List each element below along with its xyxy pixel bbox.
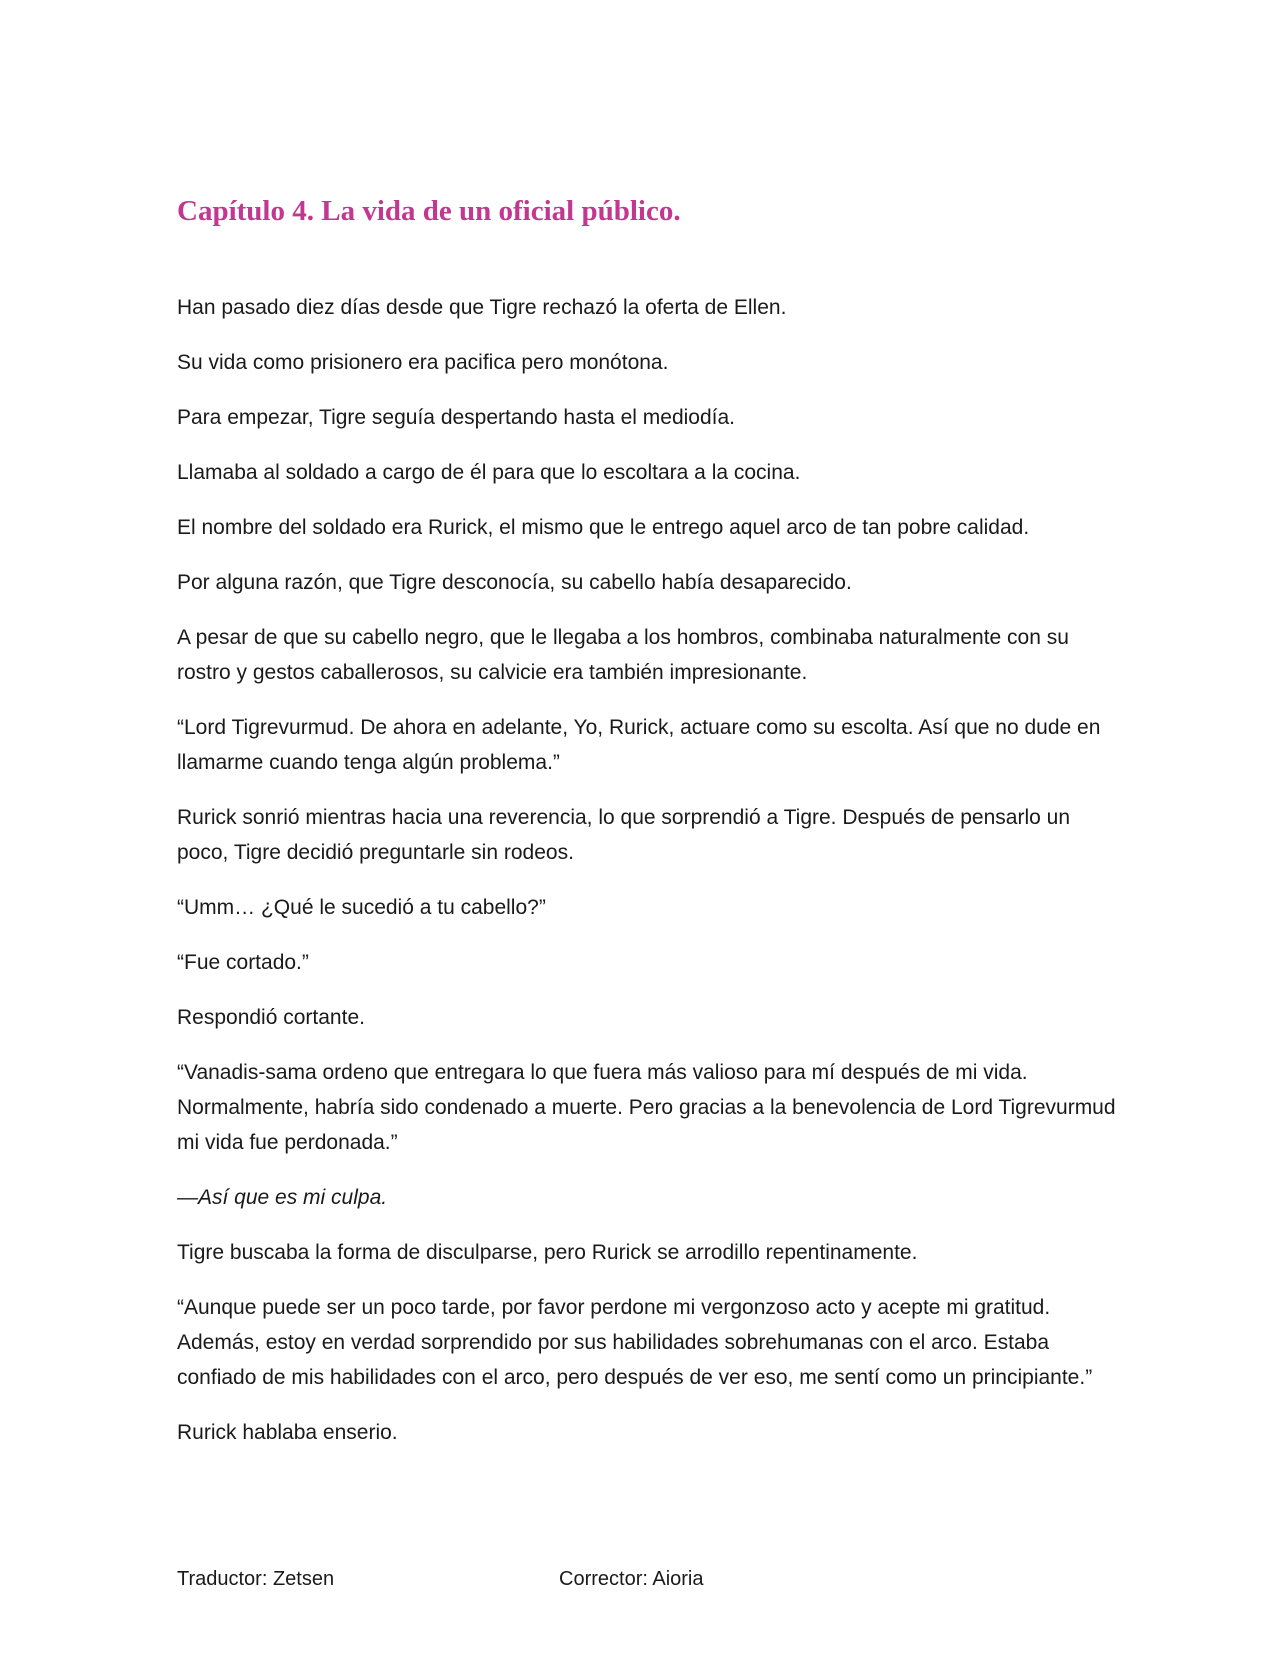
chapter-body (177, 290, 1117, 1470)
paragraph: “Umm… ¿Qué le sucedió a tu cabello?” (177, 896, 546, 919)
paragraph: “Aunque puede ser un poco tarde, por favor perdone mi vergonzoso acto y acepte mi gratitud. Además, estoy en verdad sorprendido por sus habilidades sobrehumanas con el arco. Estaba confiado de mis habilidades con el arco, pero después de ver eso, me sentí como un principiante.” (177, 1296, 1093, 1389)
paragraph: Por alguna razón, que Tigre desconocía, su cabello había desaparecido. (177, 571, 852, 594)
paragraph: “Lord Tigrevurmud. De ahora en adelante, Yo, Rurick, actuare como su escolta. Así que no dude en llamarme cuando tenga algún problema.” (177, 716, 1101, 774)
paragraph: Respondió cortante. (177, 1006, 365, 1029)
italic-thought: —Así que es mi culpa. (177, 1186, 388, 1209)
paragraph: “Fue cortado.” (177, 951, 309, 974)
paragraph: Llamaba al soldado a cargo de él para que lo escoltara a la cocina. (177, 461, 801, 484)
proofreader-credit: Corrector: Aioria (559, 1568, 704, 1590)
paragraph: Tigre buscaba la forma de disculparse, pero Rurick se arrodillo repentinamente. (177, 1241, 918, 1264)
paragraph: Rurick sonrió mientras hacia una reverencia, lo que sorprendió a Tigre. Después de pensarlo un poco, Tigre decidió preguntarle sin rodeos. (177, 806, 1070, 864)
chapter-title: Capítulo 4. La vida de un oficial público. (177, 195, 681, 227)
paragraph: A pesar de que su cabello negro, que le llegaba a los hombros, combinaba naturalmente con su rostro y gestos caballerosos, su calvicie era también impresionante. (177, 626, 1069, 684)
translator-credit: Traductor: Zetsen (177, 1568, 335, 1590)
paragraph: El nombre del soldado era Rurick, el mismo que le entrego aquel arco de tan pobre calidad. (177, 516, 1030, 539)
paragraph: Su vida como prisionero era pacifica pero monótona. (177, 351, 669, 374)
paragraph: Para empezar, Tigre seguía despertando hasta el mediodía. (177, 406, 736, 429)
paragraph: Han pasado diez días desde que Tigre rechazó la oferta de Ellen. (177, 296, 787, 319)
paragraph: Rurick hablaba enserio. (177, 1421, 398, 1444)
paragraph: “Vanadis-sama ordeno que entregara lo que fuera más valioso para mí después de mi vida. Normalmente, habría sido condenado a muerte. Pero gracias a la benevolencia de Lord Tigrevurmud mi vida fue perdonada.” (177, 1061, 1116, 1154)
